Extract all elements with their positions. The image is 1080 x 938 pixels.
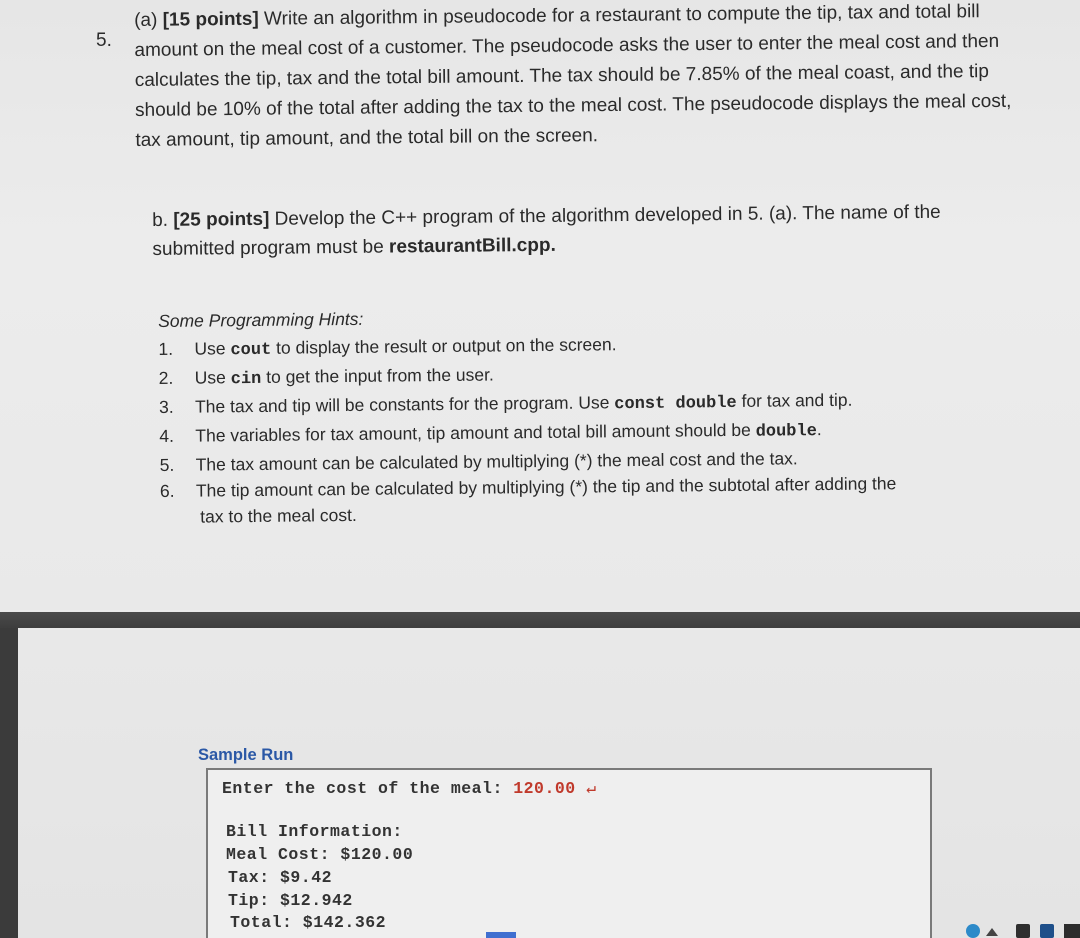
console-prompt: Enter the cost of the meal: — [222, 779, 514, 798]
hint-code: cout — [230, 340, 272, 361]
hint-code: double — [755, 422, 817, 442]
network-icon[interactable] — [1040, 924, 1054, 938]
hint-text: . — [816, 419, 822, 440]
hint-text: to display the result or output on the screen. — [271, 334, 617, 358]
console-user-input: 120.00 — [513, 779, 576, 798]
console-prompt-line — [222, 778, 597, 798]
console-output-line: Tax: $9.42 — [228, 868, 333, 887]
hint-number: 1. — [158, 338, 174, 359]
hint-number: 3. — [158, 396, 174, 417]
question-part-a — [134, 0, 1016, 156]
part-a-text: Write an algorithm in pseudocode for a restaurant to compute the tip, tax and total bill amount on the meal cost of a customer. The pseudocode asks the user to enter the meal cost and then calculates the tip, tax and the total bill amount. The tax should be 7.85% of the meal coast, and the tip should be 10% of the total after adding the tax to the meal cost. The pseudocode displays the meal cost, tax amount, tip amount, and the total bill on the screen. — [134, 1, 1012, 151]
hint-continuation: tax to the meal cost. — [200, 504, 357, 527]
console-output-line: Tip: $12.942 — [228, 891, 353, 910]
console-output-line: Total: $142.362 — [230, 913, 387, 932]
question-number: 5. — [96, 30, 112, 51]
hint-text: Use — [194, 367, 231, 388]
system-tray — [920, 918, 1080, 938]
enter-key-icon: ↵ — [586, 779, 597, 798]
hint-text: The tax and tip will be constants for the program. Use — [194, 392, 615, 417]
hint-text: to get the input from the user. — [261, 364, 494, 387]
programming-hints — [158, 299, 1020, 530]
hint-text: Use — [194, 338, 231, 359]
app-grid-icon[interactable] — [1016, 924, 1030, 938]
hint-text: The tip amount can be calculated by multiplying (*) the tip and the subtotal after adding the — [195, 473, 897, 501]
taskbar-app-indicator[interactable] — [486, 932, 516, 938]
part-b-label: b. — [152, 209, 169, 231]
hint-number: 5. — [159, 454, 175, 475]
console-output-line: Bill Information: — [226, 822, 403, 841]
hint-number: 6. — [159, 480, 175, 501]
part-a-label: (a) — [134, 9, 158, 31]
browser-icon[interactable] — [966, 924, 980, 938]
page-gutter — [0, 628, 18, 938]
part-a-points: [15 points] — [162, 8, 259, 31]
console-output-line: Meal Cost: $120.00 — [226, 845, 414, 864]
hint-code: const double — [614, 393, 737, 415]
question-part-b — [152, 197, 1013, 264]
part-b-points: [25 points] — [173, 208, 270, 231]
chevron-up-icon[interactable] — [986, 928, 998, 936]
hint-code: cin — [230, 369, 262, 390]
hint-number: 4. — [159, 425, 175, 446]
hint-text: for tax and tip. — [736, 389, 853, 411]
hint-text: The variables for tax amount, tip amount and total bill amount should be — [195, 419, 756, 446]
sample-run-title: Sample Run — [198, 746, 294, 764]
hint-number: 2. — [158, 367, 174, 388]
notification-icon[interactable] — [1064, 924, 1080, 938]
program-filename: restaurantBill.cpp. — [388, 234, 556, 258]
hints-title: Some Programming Hints: — [158, 308, 364, 331]
hint-text: The tax amount can be calculated by multiplying (*) the meal cost and the tax. — [195, 448, 798, 475]
part-b-text: Develop the C++ program of the algorithm developed in 5. (a). The name of the submitted program must be — [152, 201, 941, 260]
